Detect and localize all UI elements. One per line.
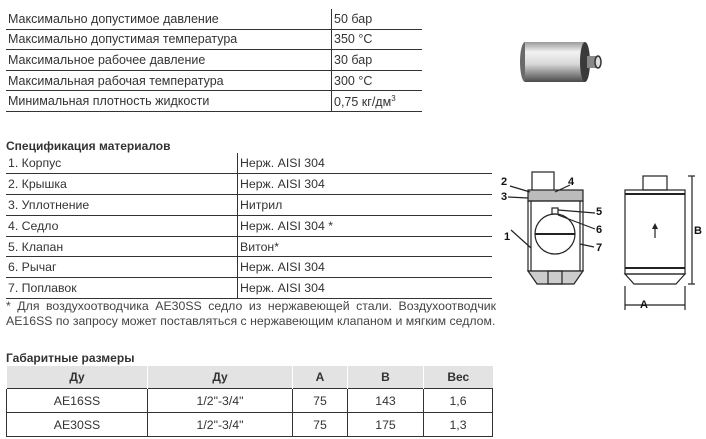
- param-value: 300 °C: [332, 70, 423, 91]
- material-value: Нитрил: [238, 194, 493, 215]
- table-row: [6, 91, 422, 112]
- density-value: 0,75 кг/дм: [334, 94, 392, 109]
- density-exponent: 3: [391, 93, 396, 103]
- header-cell: B: [348, 366, 424, 389]
- param-label: Максимально допустимое давление: [6, 9, 332, 29]
- param-value: [332, 91, 423, 112]
- table-row: [6, 153, 492, 173]
- material-value: Нерж. AISI 304: [238, 153, 493, 173]
- table-header-row: [7, 366, 493, 389]
- cell: 1,6: [424, 389, 493, 413]
- material-part: 4. Седло: [6, 215, 238, 236]
- cell: 1/2"-3/4": [148, 389, 293, 413]
- param-value: 350 °C: [332, 29, 423, 50]
- cell: 143: [348, 389, 424, 413]
- param-label: Максимально допустимая температура: [6, 29, 332, 50]
- callout-4: 4: [568, 176, 575, 188]
- material-value: Нерж. AISI 304: [238, 278, 493, 299]
- table-row: [6, 50, 422, 71]
- param-label: Минимальная плотность жидкости: [6, 91, 332, 112]
- material-part: 2. Крышка: [6, 173, 238, 194]
- technical-diagram: [498, 168, 706, 318]
- callout-5: 5: [596, 206, 603, 218]
- header-cell: A: [293, 366, 348, 389]
- cell: 1/2"-3/4": [148, 413, 293, 437]
- table-row: [6, 236, 492, 257]
- material-part: 1. Корпус: [6, 153, 238, 173]
- param-value: 30 бар: [332, 50, 423, 71]
- table-row: [6, 215, 492, 236]
- table-row: [7, 389, 493, 413]
- callout-7: 7: [596, 242, 603, 254]
- cell: AE30SS: [7, 413, 148, 437]
- material-part: 5. Клапан: [6, 236, 238, 257]
- table-row: [6, 9, 422, 29]
- dimensions-table: [6, 366, 493, 437]
- callout-6: 6: [596, 224, 603, 236]
- table-row: [6, 29, 422, 50]
- material-value: Нерж. AISI 304 *: [238, 215, 493, 236]
- cell: 75: [293, 389, 348, 413]
- param-label: Максимальная рабочая температура: [6, 70, 332, 91]
- material-part: 6. Рычаг: [6, 257, 238, 278]
- dimension-b: B: [694, 225, 702, 237]
- material-value: Нерж. AISI 304: [238, 257, 493, 278]
- dimension-a: A: [640, 299, 648, 311]
- cell: 175: [348, 413, 424, 437]
- header-cell: Вес: [424, 366, 493, 389]
- material-part: 3. Уплотнение: [6, 194, 238, 215]
- header-cell: Ду: [7, 366, 148, 389]
- table-row: [6, 278, 492, 299]
- param-value: 50 бар: [332, 9, 423, 29]
- table-row: [6, 173, 492, 194]
- material-value: Нерж. AISI 304: [238, 173, 493, 194]
- table-row: [6, 70, 422, 91]
- cell: AE16SS: [7, 389, 148, 413]
- parameters-table: [6, 9, 422, 112]
- callout-1: 1: [504, 231, 511, 243]
- cell: 1,3: [424, 413, 493, 437]
- param-label: Максимальное рабочее давление: [6, 50, 332, 71]
- product-photo: [505, 26, 605, 96]
- material-part: 7. Поплавок: [6, 278, 238, 299]
- footnote: * Для воздухоотводчика AE30SS седло из нержавеющей стали. Воздухоотводчик AE16SS по запросу может поставляться с нержавеющим клапаном и мягким седлом.: [6, 299, 496, 328]
- material-value: Витон*: [238, 236, 493, 257]
- dimensions-title: Габаритные размеры: [6, 351, 135, 365]
- table-row: [7, 413, 493, 437]
- header-cell: Ду: [148, 366, 293, 389]
- callout-2: 2: [501, 176, 508, 188]
- materials-table: [6, 153, 492, 299]
- callout-3: 3: [501, 191, 508, 203]
- table-row: [6, 194, 492, 215]
- cell: 75: [293, 413, 348, 437]
- table-row: [6, 257, 492, 278]
- materials-title: Спецификация материалов: [6, 139, 171, 153]
